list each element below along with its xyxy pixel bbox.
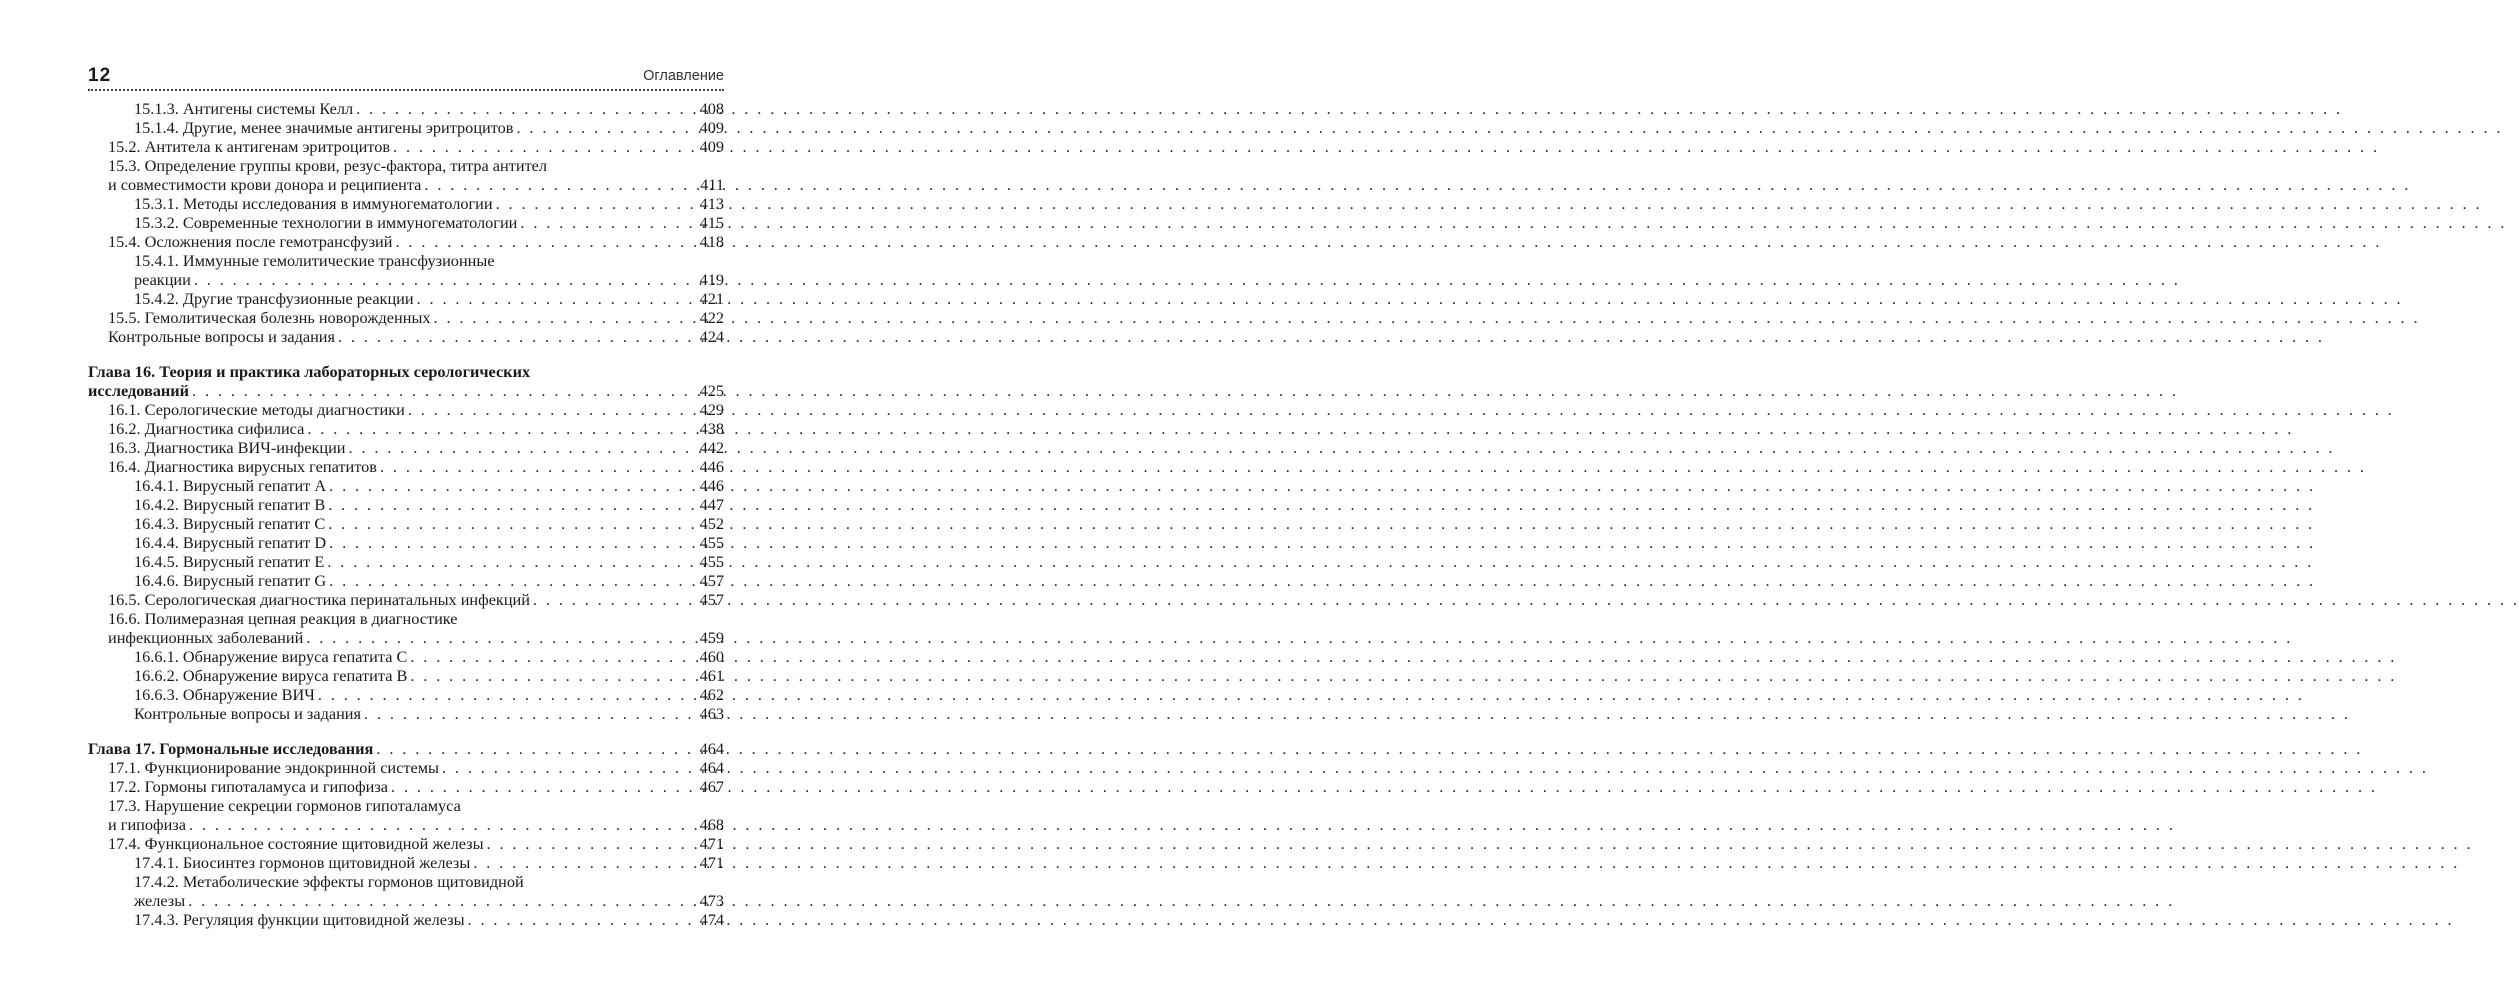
toc-entry[interactable] bbox=[88, 308, 724, 327]
toc-entry[interactable] bbox=[88, 476, 724, 495]
toc-entry[interactable] bbox=[88, 175, 724, 194]
toc-entry[interactable] bbox=[88, 232, 724, 251]
toc-entry[interactable] bbox=[88, 910, 724, 929]
dot-leader bbox=[335, 327, 686, 346]
toc-entry-label: 16.1. Серологические методы диагностики bbox=[108, 400, 405, 419]
chapter-entry[interactable] bbox=[88, 739, 724, 758]
toc-entry[interactable] bbox=[88, 647, 724, 666]
toc-entry-label: 15.3.1. Методы исследования в иммуногематологии bbox=[134, 194, 493, 213]
dot-leader bbox=[373, 739, 686, 758]
section-gap bbox=[88, 346, 724, 362]
toc-entry-label: 17.4.1. Биосинтез гормонов щитовидной железы bbox=[134, 853, 471, 872]
toc-entry[interactable] bbox=[88, 777, 724, 796]
dot-leader bbox=[439, 758, 686, 777]
toc-entry[interactable] bbox=[88, 419, 724, 438]
toc-page-number: 408 bbox=[699, 99, 724, 118]
toc-entry-label: 15.4. Осложнения после гемотрансфузий bbox=[108, 232, 393, 251]
header-divider bbox=[88, 89, 724, 91]
toc-page-number: 418 bbox=[699, 232, 724, 251]
dot-leader bbox=[470, 853, 686, 872]
dot-leader bbox=[517, 213, 686, 232]
toc-entry[interactable] bbox=[88, 213, 724, 232]
dot-leader bbox=[431, 308, 686, 327]
toc-entry-first-line[interactable]: 15.3. Определение группы крови, резус-фактора, титра антител bbox=[108, 156, 548, 175]
toc-page-number: 424 bbox=[699, 327, 724, 346]
toc-page-number: 452 bbox=[699, 514, 724, 533]
toc-page-number: 419 bbox=[699, 270, 724, 289]
toc-entry[interactable] bbox=[88, 327, 724, 346]
toc-entry-label: 15.3.2. Современные технологии в иммуногематологии bbox=[134, 213, 518, 232]
toc-entry-label: 16.4. Диагностика вирусных гепатитов bbox=[108, 457, 377, 476]
dot-leader bbox=[325, 514, 686, 533]
toc-entry[interactable] bbox=[88, 758, 724, 777]
running-title: Оглавление bbox=[643, 68, 724, 84]
toc-entry-first-line[interactable]: 17.4.2. Метаболические эффекты гормонов щитовидной bbox=[134, 872, 524, 891]
toc-entry-label: 16.4.1. Вирусный гепатит А bbox=[134, 476, 327, 495]
dot-leader bbox=[530, 590, 686, 609]
toc-entry[interactable] bbox=[88, 834, 724, 853]
toc-entry-label: 15.1.3. Антигены системы Келл bbox=[134, 99, 354, 118]
toc-entry[interactable] bbox=[88, 552, 724, 571]
toc-page-number: 461 bbox=[699, 666, 724, 685]
toc-page-number: 409 bbox=[699, 137, 724, 156]
dot-leader bbox=[315, 685, 686, 704]
toc-entry-label: реакции bbox=[134, 270, 191, 289]
dot-leader bbox=[421, 175, 686, 194]
page-header bbox=[88, 62, 724, 90]
toc-entry-first-line[interactable]: 16.6. Полимеразная цепная реакция в диагностике bbox=[108, 609, 458, 628]
dot-leader bbox=[304, 419, 686, 438]
dot-leader bbox=[346, 438, 686, 457]
toc-page-number: 464 bbox=[699, 758, 724, 777]
toc-entry-label: и гипофиза bbox=[108, 815, 186, 834]
toc-entry[interactable] bbox=[88, 289, 724, 308]
dot-leader bbox=[405, 400, 686, 419]
toc-page-number: 462 bbox=[699, 685, 724, 704]
toc-entry-label: 16.4.2. Вирусный гепатит В bbox=[134, 495, 326, 514]
dot-leader bbox=[493, 194, 686, 213]
dot-leader bbox=[325, 495, 686, 514]
toc-page-number: 415 bbox=[699, 213, 724, 232]
document-page bbox=[0, 0, 800, 1000]
toc-entry-label: 16.2. Диагностика сифилиса bbox=[108, 419, 305, 438]
toc-entry[interactable] bbox=[88, 438, 724, 457]
toc-entry-first-line[interactable]: 17.3. Нарушение секреции гормонов гипоталамуса bbox=[108, 796, 461, 815]
toc-entry[interactable] bbox=[88, 270, 724, 289]
toc-entry[interactable] bbox=[88, 514, 724, 533]
dot-leader bbox=[353, 99, 686, 118]
toc-page-number: 411 bbox=[700, 175, 724, 194]
toc-entry-label: 17.4. Функциональное состояние щитовидной железы bbox=[108, 834, 484, 853]
toc-entry-label: 16.5. Серологическая диагностика перинатальных инфекций bbox=[108, 590, 530, 609]
dot-leader bbox=[377, 457, 686, 476]
toc-entry[interactable] bbox=[88, 704, 724, 723]
toc-entry[interactable] bbox=[88, 99, 724, 118]
dot-leader bbox=[186, 815, 686, 834]
chapter-entry-label: исследований bbox=[88, 381, 190, 400]
dot-leader bbox=[407, 647, 686, 666]
toc-entry[interactable] bbox=[88, 137, 724, 156]
dot-leader bbox=[326, 476, 686, 495]
dot-leader bbox=[484, 834, 686, 853]
dot-leader bbox=[465, 910, 686, 929]
toc-page-number: 455 bbox=[699, 552, 724, 571]
toc-entry-label: 15.1.4. Другие, менее значимые антигены эритроцитов bbox=[134, 118, 514, 137]
toc-page-number: 409 bbox=[699, 118, 724, 137]
toc-page-number: 459 bbox=[699, 628, 724, 647]
dot-leader bbox=[513, 118, 686, 137]
section-gap bbox=[88, 723, 724, 739]
toc-page-number: 442 bbox=[699, 438, 724, 457]
toc-page-number: 421 bbox=[699, 289, 724, 308]
toc-entry-label: 16.6.2. Обнаружение вируса гепатита В bbox=[134, 666, 408, 685]
toc-page-number: 467 bbox=[699, 777, 724, 796]
toc-entry[interactable] bbox=[88, 685, 724, 704]
toc-entry[interactable] bbox=[88, 666, 724, 685]
toc-entry[interactable] bbox=[88, 815, 724, 834]
toc-entry-first-line[interactable]: 15.4.1. Иммунные гемолитические трансфузионные bbox=[134, 251, 495, 270]
toc-entry[interactable] bbox=[88, 400, 724, 419]
toc-page-number: 447 bbox=[699, 495, 724, 514]
toc-entry-label: 17.4.3. Регуляция функции щитовидной железы bbox=[134, 910, 465, 929]
toc-page-number: 460 bbox=[699, 647, 724, 666]
toc-entry-label: 16.3. Диагностика ВИЧ-инфекции bbox=[108, 438, 346, 457]
dot-leader bbox=[191, 270, 686, 289]
toc-entry[interactable] bbox=[88, 118, 724, 137]
chapter-entry[interactable] bbox=[88, 381, 724, 400]
toc-page-number: 464 bbox=[699, 739, 724, 758]
toc-page-number: 455 bbox=[699, 533, 724, 552]
dot-leader bbox=[361, 704, 686, 723]
toc-page-number: 463 bbox=[699, 704, 724, 723]
toc-entry[interactable] bbox=[88, 891, 724, 910]
toc-entry[interactable] bbox=[88, 533, 724, 552]
toc-page-number: 413 bbox=[699, 194, 724, 213]
dot-leader bbox=[185, 891, 686, 910]
toc-page-number: 446 bbox=[699, 476, 724, 495]
toc-entry[interactable] bbox=[88, 495, 724, 514]
dot-leader bbox=[388, 777, 686, 796]
toc-entry-label: Контрольные вопросы и задания bbox=[108, 327, 335, 346]
toc-page-number: 457 bbox=[699, 590, 724, 609]
toc-entry[interactable] bbox=[88, 590, 724, 609]
toc-page-number: 446 bbox=[699, 457, 724, 476]
page-number: 12 bbox=[88, 65, 112, 86]
dot-leader bbox=[189, 381, 686, 400]
dot-leader bbox=[324, 552, 686, 571]
dot-leader bbox=[303, 628, 686, 647]
dot-leader bbox=[414, 289, 686, 308]
toc-entry-label: инфекционных заболеваний bbox=[108, 628, 304, 647]
dot-leader bbox=[326, 571, 686, 590]
toc-entry-label: 16.4.6. Вирусный гепатит G bbox=[134, 571, 327, 590]
toc-entry-label: 17.2. Гормоны гипоталамуса и гипофиза bbox=[108, 777, 388, 796]
toc-entry[interactable] bbox=[88, 571, 724, 590]
dot-leader bbox=[390, 137, 686, 156]
toc-entry-label: Контрольные вопросы и задания bbox=[134, 704, 361, 723]
toc-page-number: 438 bbox=[699, 419, 724, 438]
chapter-title-first-line[interactable]: Глава 16. Теория и практика лабораторных серологических bbox=[88, 362, 531, 381]
toc-page-number: 468 bbox=[699, 815, 724, 834]
toc-page-number: 471 bbox=[699, 853, 724, 872]
dot-leader bbox=[392, 232, 686, 251]
toc-entry-label: 15.4.2. Другие трансфузионные реакции bbox=[134, 289, 414, 308]
toc-page-number: 429 bbox=[699, 400, 724, 419]
toc-entry[interactable] bbox=[88, 853, 724, 872]
toc-entry[interactable] bbox=[88, 457, 724, 476]
toc-page-number: 457 bbox=[699, 571, 724, 590]
toc-entry-label: и совместимости крови донора и реципиента bbox=[108, 175, 422, 194]
toc-entry[interactable] bbox=[88, 628, 724, 647]
toc-entry-label: 15.5. Гемолитическая болезнь новорожденных bbox=[108, 308, 431, 327]
toc-entry-label: 16.4.5. Вирусный гепатит Е bbox=[134, 552, 325, 571]
chapter-entry-label: Глава 17. Гормональные исследования bbox=[88, 739, 374, 758]
toc-page-number: 422 bbox=[699, 308, 724, 327]
toc-entry-label: 17.1. Функционирование эндокринной системы bbox=[108, 758, 439, 777]
dot-leader bbox=[407, 666, 686, 685]
toc-page-number: 473 bbox=[699, 891, 724, 910]
toc-entry-label: 16.6.3. Обнаружение ВИЧ bbox=[134, 685, 315, 704]
table-of-contents bbox=[88, 99, 724, 929]
dot-leader bbox=[326, 533, 686, 552]
toc-entry-label: 16.4.3. Вирусный гепатит С bbox=[134, 514, 326, 533]
toc-entry-label: железы bbox=[134, 891, 186, 910]
toc-page-number: 474 bbox=[699, 910, 724, 929]
toc-entry[interactable] bbox=[88, 194, 724, 213]
toc-entry-label: 15.2. Антитела к антигенам эритроцитов bbox=[108, 137, 391, 156]
toc-page-number: 471 bbox=[699, 834, 724, 853]
toc-entry-label: 16.6.1. Обнаружение вируса гепатита С bbox=[134, 647, 408, 666]
toc-entry-label: 16.4.4. Вирусный гепатит D bbox=[134, 533, 327, 552]
toc-page-number: 425 bbox=[699, 381, 724, 400]
